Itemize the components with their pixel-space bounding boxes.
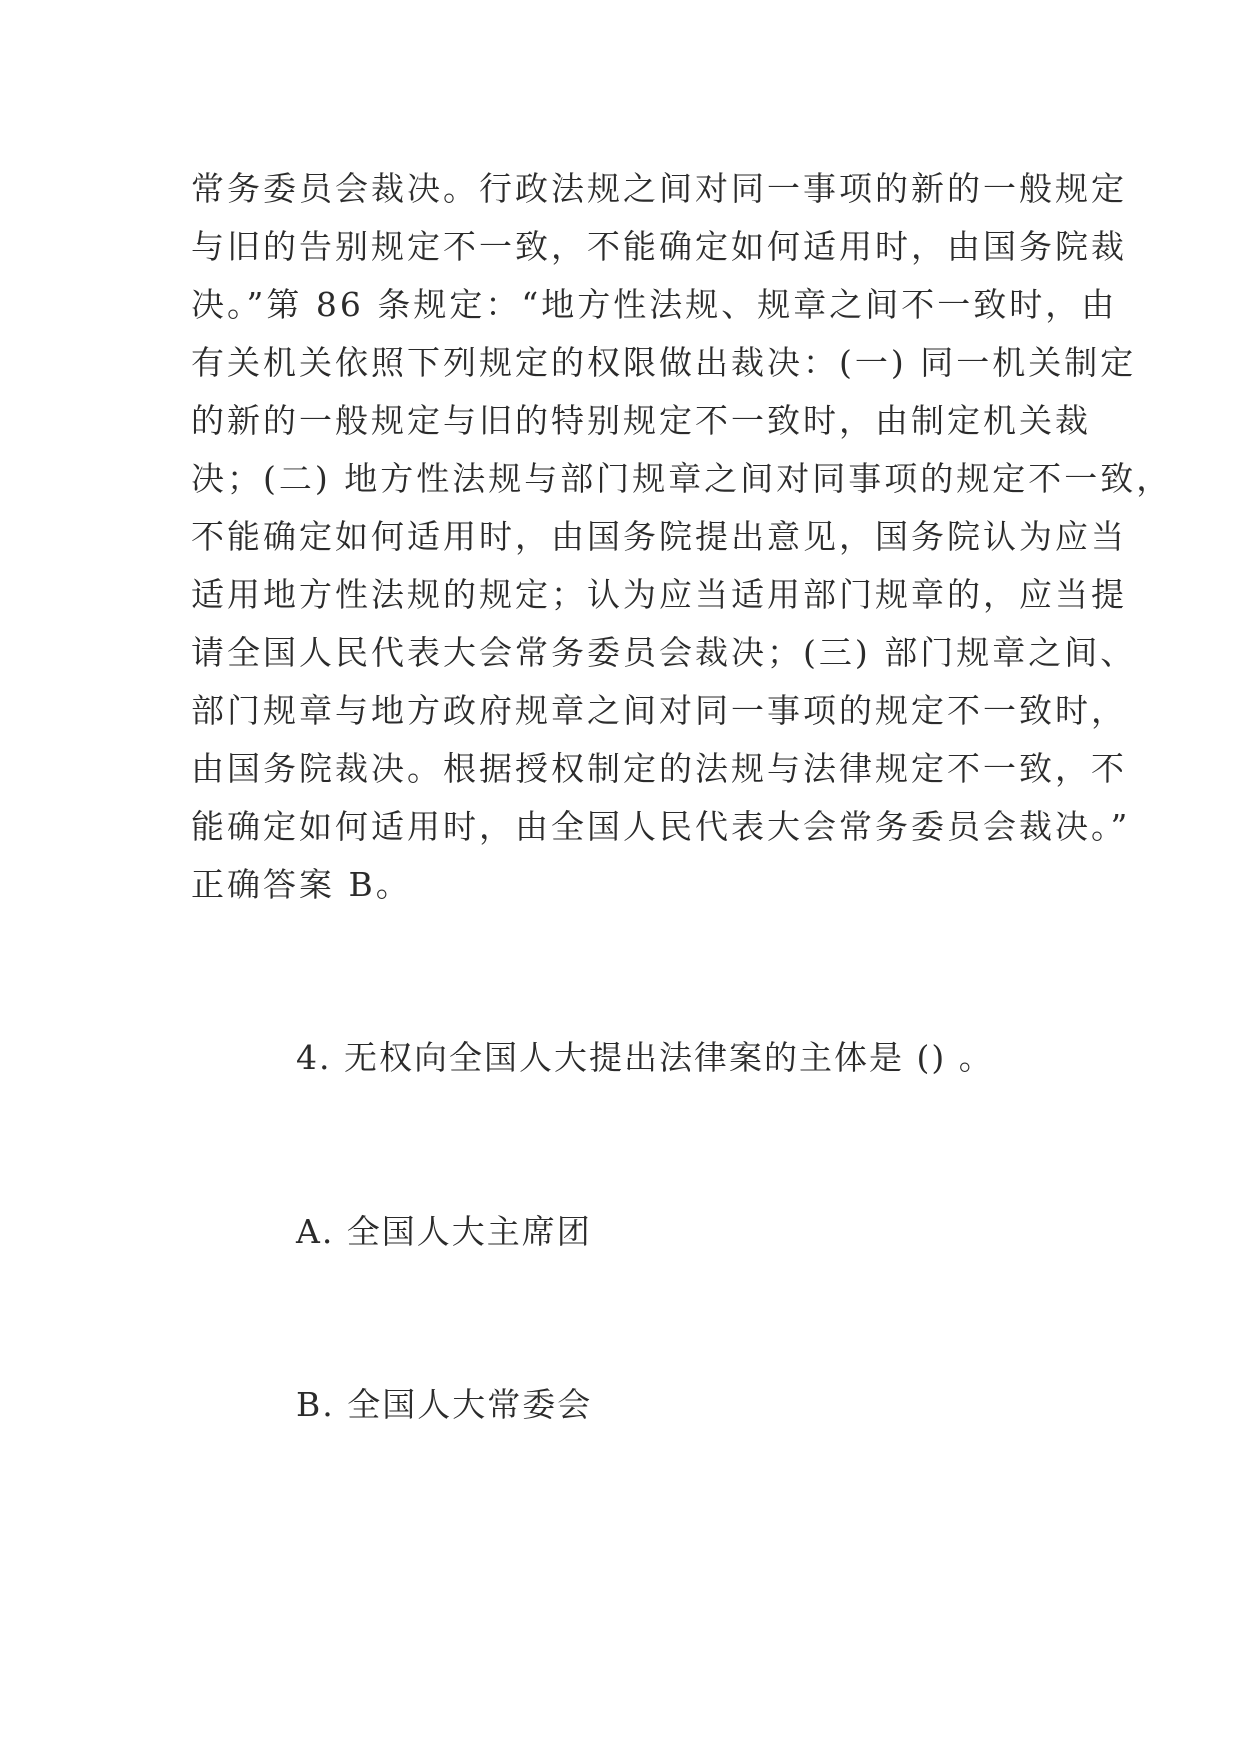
text-line: 决。”第 86 条规定：“地方性法规、规章之间不一致时，由	[191, 285, 1118, 324]
text-line: 请全国人民代表大会常务委员会裁决；(三) 部门规章之间、	[191, 633, 1137, 672]
text-line: 不能确定如何适用时，由国务院提出意见，国务院认为应当	[191, 517, 1127, 556]
text-line: 决；(二) 地方性法规与部门规章之间对同事项的规定不一致，	[191, 459, 1173, 498]
option-a: A. 全国人大主席团	[296, 1212, 592, 1251]
correct-answer-line: 正确答案 B。	[191, 865, 412, 904]
text-line: 的新的一般规定与旧的特别规定不一致时，由制定机关裁	[191, 401, 1091, 440]
text-line: 由国务院裁决。根据授权制定的法规与法律规定不一致，不	[191, 749, 1127, 788]
text-line: 能确定如何适用时，由全国人民代表大会常务委员会裁决。”	[191, 807, 1131, 846]
option-b: B. 全国人大常委会	[296, 1385, 593, 1424]
question-title: 4. 无权向全国人大提出法律案的主体是 () 。	[296, 1038, 994, 1077]
text-line: 适用地方性法规的规定；认为应当适用部门规章的，应当提	[191, 575, 1127, 614]
answer-explanation	[191, 160, 1173, 914]
text-line: 部门规章与地方政府规章之间对同一事项的规定不一致时，	[191, 691, 1127, 730]
text-line: 与旧的告别规定不一致，不能确定如何适用时，由国务院裁	[191, 227, 1127, 266]
text-line: 有关机关依照下列规定的权限做出裁决：(一) 同一机关制定	[191, 343, 1137, 382]
text-line: 常务委员会裁决。行政法规之间对同一事项的新的一般规定	[191, 169, 1127, 208]
